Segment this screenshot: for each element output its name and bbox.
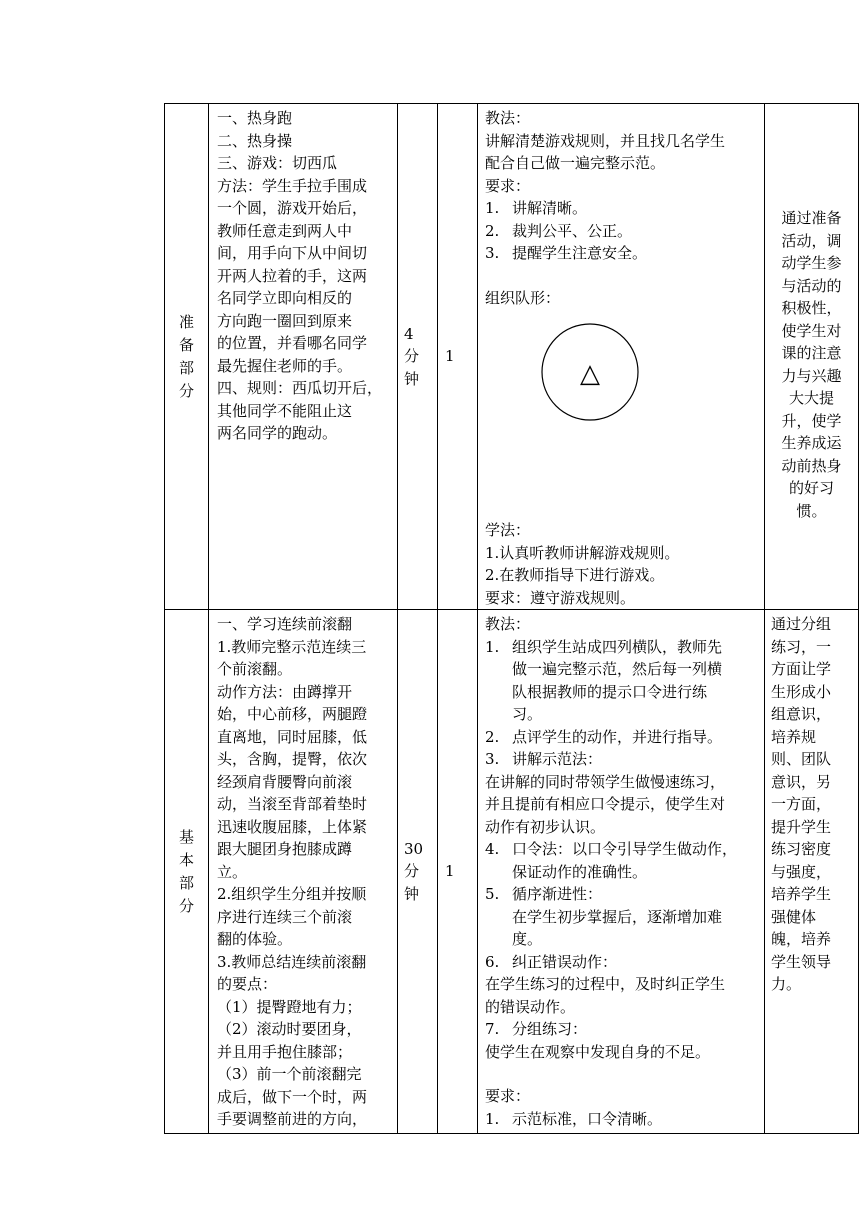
- content-line: 三、游戏：切西瓜: [217, 154, 338, 172]
- time-number: 30: [404, 839, 424, 858]
- teach-line: 配合自己做一遍完整示范。: [485, 154, 666, 172]
- content-line: 的位置，并看哪名同学: [217, 334, 368, 352]
- goal-line: 惯。: [796, 501, 827, 520]
- content-line: 名同学立即向相反的: [217, 289, 353, 307]
- formation-diagram: [485, 317, 758, 497]
- content-line: 其他同学不能阻止这: [217, 401, 353, 420]
- time-unit: 分: [404, 862, 420, 881]
- methods-cell: [478, 104, 765, 610]
- table-row-warmup: [165, 104, 859, 610]
- goal-line: 与活动的: [781, 276, 842, 295]
- method-paragraph: 并且提前有相应口令提示，使学生对: [485, 795, 726, 813]
- content-line: 手要调整前进的方向，: [217, 1110, 368, 1128]
- content-line: 始，中心前移，两腿蹬: [217, 705, 368, 723]
- goal-line: 动学生参: [781, 254, 842, 272]
- method-item: 7. 分组练习：: [485, 1020, 588, 1038]
- content-line: 四、规则：西瓜切开后，: [217, 379, 383, 397]
- goal-line: 课的注意: [781, 344, 842, 362]
- goal-line: 学生领导: [771, 952, 832, 971]
- content-line: 两名同学的跑动。: [217, 424, 338, 442]
- content-line: 成后，做下一个时，两: [217, 1087, 368, 1106]
- time-unit: 钟: [404, 884, 420, 903]
- goal-line: 积极性，: [781, 299, 842, 317]
- content-line: 直离地，同时屈膝，低: [217, 727, 368, 746]
- goal-line: 通过准备: [781, 209, 842, 227]
- requirement-item: 1. 示范标准，口令清晰。: [485, 1109, 663, 1128]
- goal-line: 方面让学: [771, 660, 832, 678]
- section-label: 准备部分: [179, 312, 195, 400]
- content-line: 二、热身操: [217, 131, 293, 150]
- method-paragraph: 在讲解的同时带领学生做慢速练习，: [485, 772, 726, 791]
- content-line: 一、学习连续前滚翻: [217, 615, 353, 633]
- learn-line: 2.在教师指导下进行游戏。: [485, 566, 665, 584]
- teach-line: 讲解清楚游戏规则，并且找几名学生: [485, 131, 726, 150]
- method-paragraph: 的错误动作。: [485, 997, 576, 1016]
- goal-line: 魄，培养: [771, 930, 832, 948]
- content-line: 方向跑一圈回到原来: [217, 311, 353, 330]
- lesson-plan-table: [164, 103, 859, 1134]
- requirement-item: 1. 讲解清晰。: [485, 199, 588, 217]
- count-value: 1: [445, 347, 455, 366]
- goal-line: 生形成小: [771, 682, 832, 701]
- section-label-cell: [165, 610, 209, 1134]
- content-cell: [209, 104, 398, 610]
- goal-line: 力与兴趣: [781, 366, 842, 385]
- goal-line: 一方面，: [771, 795, 832, 813]
- learn-line: 1.认真听教师讲解游戏规则。: [485, 543, 680, 562]
- method-paragraph: 使学生在观察中发现自身的不足。: [485, 1042, 711, 1061]
- content-line: 方法：学生手拉手围成: [217, 176, 368, 195]
- methods-cell: [478, 610, 765, 1134]
- goal-line: 培养学生: [771, 885, 832, 903]
- teach-title: 教法：: [485, 109, 531, 127]
- section-label-cell: [165, 104, 209, 610]
- content-line: 的要点：: [217, 975, 278, 993]
- content-line: 并且用手抱住膝部；: [217, 1042, 353, 1061]
- method-paragraph: 在学生练习的过程中，及时纠正学生: [485, 975, 726, 993]
- goal-line: 升，使学: [781, 411, 842, 430]
- goal-line: 的好习: [788, 479, 834, 497]
- goal-line: 组意识，: [771, 705, 832, 723]
- learn-title: 学法：: [485, 521, 531, 539]
- formation-circle: [535, 317, 645, 427]
- content-line: 序进行连续三个前滚: [217, 907, 353, 926]
- content-line: 开两人拉着的手，这两: [217, 266, 368, 285]
- goal-line: 提升学生: [771, 817, 832, 836]
- content-line: 教师任意走到两人中: [217, 221, 353, 240]
- content-line: 1.教师完整示范连续三: [217, 637, 367, 656]
- goal-cell: [765, 610, 859, 1134]
- goal-line: 生养成运: [781, 434, 842, 452]
- goal-line: 活动，调: [781, 231, 842, 250]
- count-value: 1: [445, 862, 455, 881]
- method-paragraph: 度。: [512, 930, 543, 948]
- content-line: 翻的体验。: [217, 930, 293, 948]
- goal-line: 练习密度: [771, 840, 832, 858]
- time-cell: [398, 104, 438, 610]
- requirement-title: 要求：: [485, 1087, 531, 1105]
- time-number: 4: [404, 324, 414, 343]
- goal-line: 练习，一: [771, 637, 832, 656]
- content-line: （1）提臀蹬地有力；: [217, 997, 362, 1016]
- goal-line: 大大提: [788, 389, 834, 407]
- method-item: 3. 讲解示范法：: [485, 750, 603, 768]
- content-line: 动作方法：由蹲撑开: [217, 682, 353, 701]
- requirement-title: 要求：: [485, 176, 531, 195]
- time-cell: [398, 610, 438, 1134]
- table-row-main: [165, 610, 859, 1134]
- goal-line: 使学生对: [781, 321, 842, 340]
- teach-title: 教法：: [485, 615, 531, 633]
- content-line: （3）前一个前滚翻完: [217, 1065, 362, 1083]
- content-line: 2.组织学生分组并按顺: [217, 885, 367, 903]
- method-item: 5. 循序渐进性：: [485, 885, 603, 903]
- requirement-item: 3. 提醒学生注意安全。: [485, 244, 648, 262]
- requirement-item: 2. 裁判公平、公正。: [485, 221, 633, 240]
- time-unit: 分: [404, 347, 420, 366]
- goal-line: 意识，另: [771, 772, 832, 791]
- content-line: 最先握住老师的手。: [217, 356, 353, 375]
- content-line: 3.教师总结连续前滚翻: [217, 952, 367, 971]
- method-item: 4. 口令法：以口令引导学生做动作， 保证动作的准确性。: [485, 840, 738, 881]
- section-label: 基本部分: [179, 827, 195, 915]
- content-line: 一、热身跑: [217, 109, 293, 127]
- content-line: 动，当滚至背部着垫时: [217, 795, 368, 813]
- time-unit: 钟: [404, 369, 420, 388]
- count-cell: [438, 610, 478, 1134]
- method-item: 6. 纠正错误动作：: [485, 952, 618, 971]
- method-paragraph: 在学生初步掌握后，逐渐增加难: [512, 907, 723, 926]
- goal-line: 力。: [771, 975, 802, 993]
- content-line: 跟大腿团身抱膝成蹲: [217, 840, 353, 858]
- content-cell: [209, 610, 398, 1134]
- content-line: 一个圆，游戏开始后，: [217, 199, 368, 217]
- goal-line: 与强度，: [771, 862, 832, 881]
- count-cell: [438, 104, 478, 610]
- learn-requirement: 要求：遵守游戏规则。: [485, 588, 636, 607]
- goal-cell: [765, 104, 859, 610]
- goal-line: 通过分组: [771, 615, 832, 633]
- teacher-triangle-icon: △: [580, 359, 600, 389]
- goal-line: 则、团队: [771, 750, 832, 768]
- content-line: 经颈肩背腰臀向前滚: [217, 772, 353, 791]
- content-line: （2）滚动时要团身，: [217, 1020, 362, 1038]
- formation-title: 组织队形：: [485, 288, 561, 307]
- content-line: 头，含胸，提臀，依次: [217, 750, 368, 768]
- goal-line: 动前热身: [781, 456, 842, 475]
- content-line: 间，用手向下从中间切: [217, 244, 368, 262]
- content-line: 迅速收腹屈膝，上体紧: [217, 817, 368, 836]
- content-line: 立。: [217, 862, 248, 881]
- content-line: 个前滚翻。: [217, 660, 293, 678]
- goal-line: 强健体: [771, 907, 817, 926]
- method-item: 1. 组织学生站成四列横队，教师先 做一遍完整示范，然后每一列横 队根据教师的提示口令进行练 习。: [485, 637, 723, 723]
- method-item: 2. 点评学生的动作，并进行指导。: [485, 727, 723, 746]
- method-paragraph: 动作有初步认识。: [485, 817, 606, 836]
- goal-line: 培养规: [771, 727, 817, 746]
